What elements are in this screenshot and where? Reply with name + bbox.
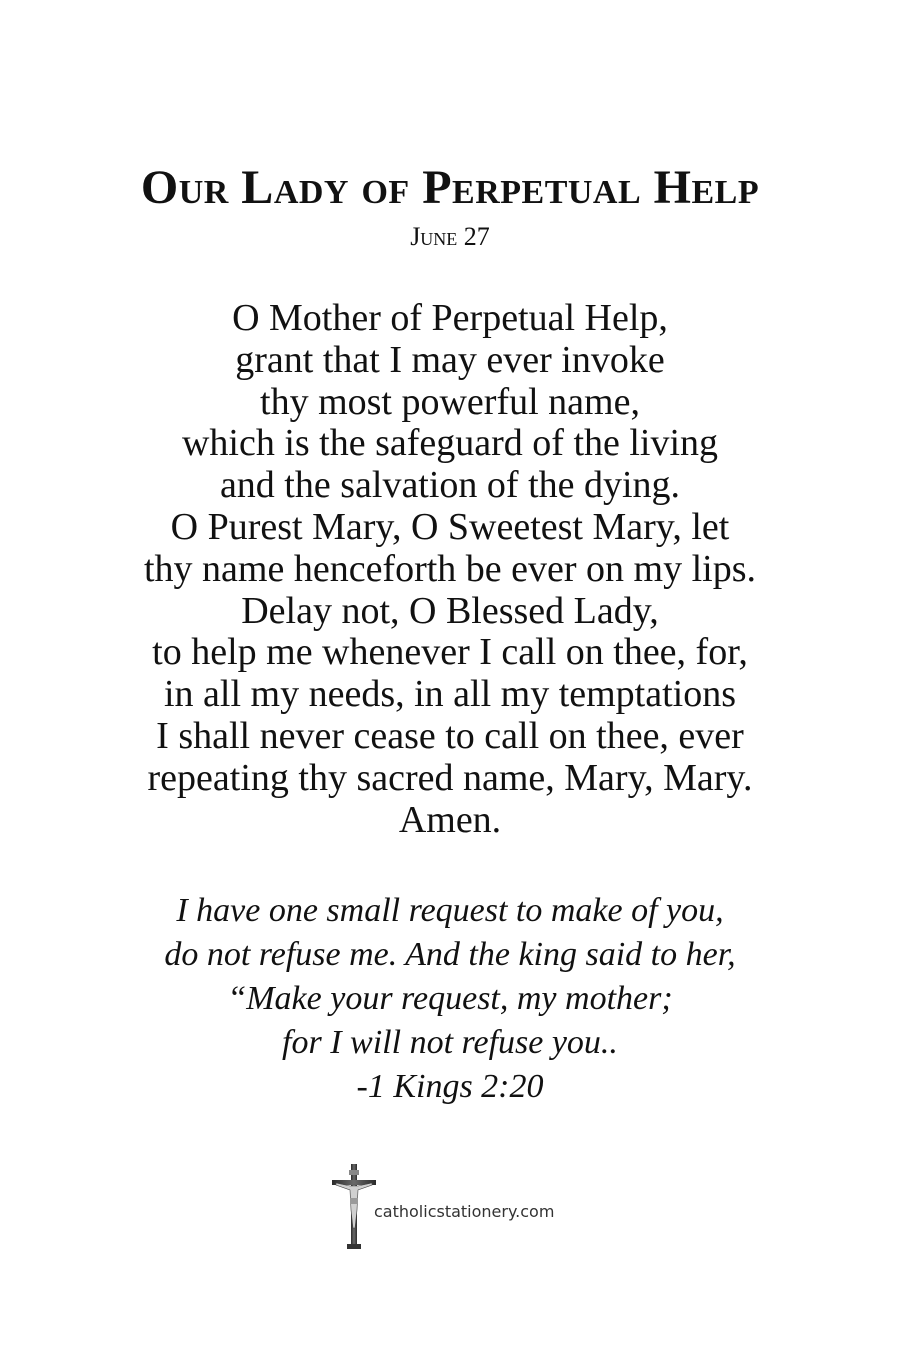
prayer-line: I shall never cease to call on thee, ever — [156, 714, 744, 757]
prayer-line: to help me whenever I call on thee, for, — [152, 631, 748, 674]
scripture-quote — [0, 889, 900, 1109]
scripture-line: for I will not refuse you.. — [282, 1024, 618, 1061]
crucifix-icon — [330, 1162, 380, 1252]
scripture-line: do not refuse me. And the king said to her, — [164, 936, 736, 973]
website-link[interactable]: catholicstationery.com — [374, 1202, 555, 1221]
prayer-line: O Purest Mary, O Sweetest Mary, let — [170, 505, 730, 548]
page-title: Our Lady of Perpetual Help — [140, 161, 760, 214]
prayer-line: grant that I may ever invoke — [235, 338, 665, 381]
scripture-citation: -1 Kings 2:20 — [356, 1068, 544, 1105]
footer-branding — [330, 1162, 630, 1252]
prayer-line: in all my needs, in all my temptations — [163, 673, 737, 716]
prayer-line: thy most powerful name, — [260, 380, 640, 423]
prayer-line: Delay not, O Blessed Lady, — [241, 589, 659, 632]
prayer-line: O Mother of Perpetual Help, — [232, 297, 668, 339]
prayer-line: repeating thy sacred name, Mary, Mary. — [147, 756, 753, 799]
prayer-line: Amen. — [398, 798, 502, 841]
prayer-line: and the salvation of the dying. — [219, 464, 681, 507]
scripture-line: I have one small request to make of you, — [176, 892, 724, 929]
feast-date: June 27 — [410, 222, 490, 251]
prayer-line: which is the safeguard of the living — [181, 422, 719, 465]
scripture-line: “Make your request, my mother; — [227, 980, 673, 1017]
prayer-line: thy name henceforth be ever on my lips. — [143, 547, 757, 590]
prayer-text — [0, 298, 900, 841]
